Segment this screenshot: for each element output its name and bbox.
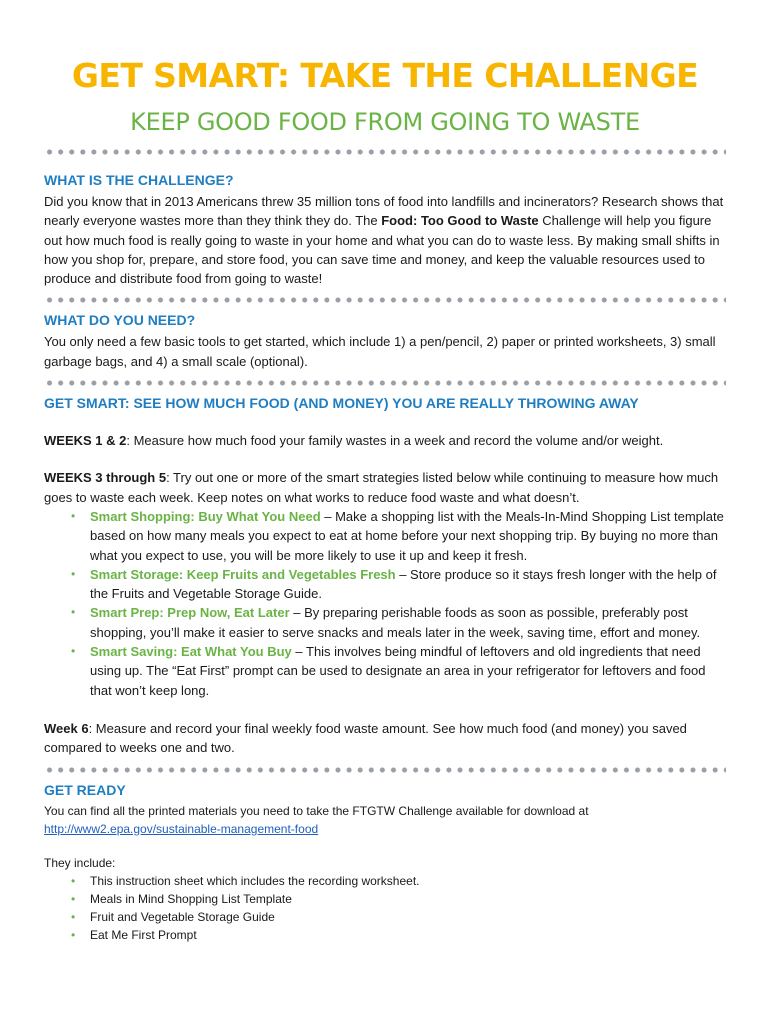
get-ready-text: You can find all the printed materials you need to take the FTGTW Challenge available for download at (44, 803, 589, 818)
dotted-divider (44, 766, 726, 774)
list-item (71, 890, 726, 908)
list-item (71, 565, 726, 604)
weeks-3-5-body: : Try out one or more of the smart strategies listed below while continuing to measure how much goes to waste each week. Keep notes on what works to reduce food waste and what doesn’t. (44, 470, 719, 505)
page-title: GET SMART: TAKE THE CHALLENGE (71, 56, 699, 95)
download-link-line (44, 820, 726, 838)
page-subtitle: KEEP GOOD FOOD FROM GOING TO WASTE (130, 108, 640, 136)
dotted-divider (44, 379, 726, 387)
bullet-icon: • (71, 566, 76, 581)
bullet-icon: • (71, 927, 76, 942)
need-heading: WHAT DO YOU NEED? (44, 312, 196, 329)
challenge-bold: Food: Too Good to Waste (381, 213, 539, 229)
challenge-text-before: Did you know that in 2013 Americans threw 35 million tons of food into landfills and incinerators? Research shows that nearly everyone wastes more than they think they do. The (44, 194, 724, 229)
get-smart-heading: GET SMART: SEE HOW MUCH FOOD (AND MONEY) YOU ARE REALLY THROWING AWAY (44, 395, 639, 412)
bullet-icon: • (71, 909, 76, 924)
strategy-name: Smart Shopping: Buy What You Need (90, 508, 321, 524)
weeks-1-2-label: WEEKS 1 & 2 (44, 433, 127, 449)
strategy-text: – Store produce so it stays fresh longer with the help of the Fruits and Vegetable Storage Guide. (90, 566, 717, 602)
list-item (71, 872, 726, 890)
bullet-icon: • (71, 605, 76, 620)
they-include-text: They include: (44, 855, 116, 870)
dotted-divider (44, 296, 726, 304)
materials-list (44, 872, 726, 944)
weeks-1-2-text (44, 431, 726, 450)
get-ready-heading: GET READY (44, 781, 126, 798)
weeks-3-5-label: WEEKS 3 through 5 (44, 470, 167, 486)
list-item (71, 908, 726, 926)
challenge-text-after: Challenge will help you figure out how much food is really going to waste in your home and what you can do to waste less. By making small shifts in how you shop for, prepare, and store food, you can save time and money, and keep the valuable resources used to produce and distribute food from going to waste! (44, 213, 720, 287)
bullet-icon: • (71, 508, 76, 523)
bullet-icon: • (71, 644, 76, 659)
list-item (71, 507, 726, 565)
need-section (44, 310, 726, 371)
material-item: Fruit and Vegetable Storage Guide (90, 909, 275, 924)
bullet-icon: • (71, 891, 76, 906)
dotted-divider (44, 148, 726, 156)
bullet-icon: • (71, 873, 76, 888)
challenge-text (44, 192, 726, 288)
challenge-heading: WHAT IS THE CHALLENGE? (44, 172, 234, 188)
challenge-section (44, 170, 726, 288)
week-6-text (44, 719, 726, 758)
material-item: This instruction sheet which includes the recording worksheet. (90, 873, 420, 888)
get-smart-section (44, 393, 726, 757)
strategy-text: – Make a shopping list with the Meals-In-Mind Shopping List template based on how many meals you expect to eat at home before your next shopping trip. By buying no more than what you expect to use, you will be more likely to use it up and keep it fresh. (90, 508, 724, 563)
strategy-name: Smart Saving: Eat What You Buy (90, 644, 292, 660)
weeks-3-5-text (44, 468, 726, 507)
strategy-list (44, 507, 726, 700)
list-item (71, 642, 726, 700)
material-item: Meals in Mind Shopping List Template (90, 891, 292, 906)
week-6-body: : Measure and record your final weekly food waste amount. See how much food (and money) you saved compared to weeks one and two. (44, 720, 687, 756)
strategy-name: Smart Storage: Keep Fruits and Vegetables Fresh (90, 566, 396, 582)
get-ready-section (44, 780, 726, 944)
strategy-text: – This involves being mindful of leftovers and old ingredients that need using up. The “Eat First” prompt can be used to designate an area in your refrigerator for leftovers and food that won’t keep long. (90, 644, 706, 698)
strategy-text: – By preparing perishable foods as soon as possible, preferably post shopping, you’ll make it easier to serve snacks and meals later in the week, saving time, effort and money. (90, 605, 701, 640)
material-item: Eat Me First Prompt (90, 927, 197, 942)
week-6-label: Week 6 (44, 720, 89, 736)
weeks-1-2-body: : Measure how much food your family wastes in a week and record the volume and/or weight. (126, 433, 664, 449)
strategy-name: Smart Prep: Prep Now, Eat Later (90, 605, 290, 621)
list-item (71, 603, 726, 642)
list-item (71, 926, 726, 944)
download-link[interactable]: http://www2.epa.gov/sustainable-management-food (44, 821, 319, 836)
need-text: You only need a few basic tools to get started, which include 1) a pen/pencil, 2) paper or printed worksheets, 3) small garbage bags, and 4) a small scale (optional). (44, 334, 716, 369)
